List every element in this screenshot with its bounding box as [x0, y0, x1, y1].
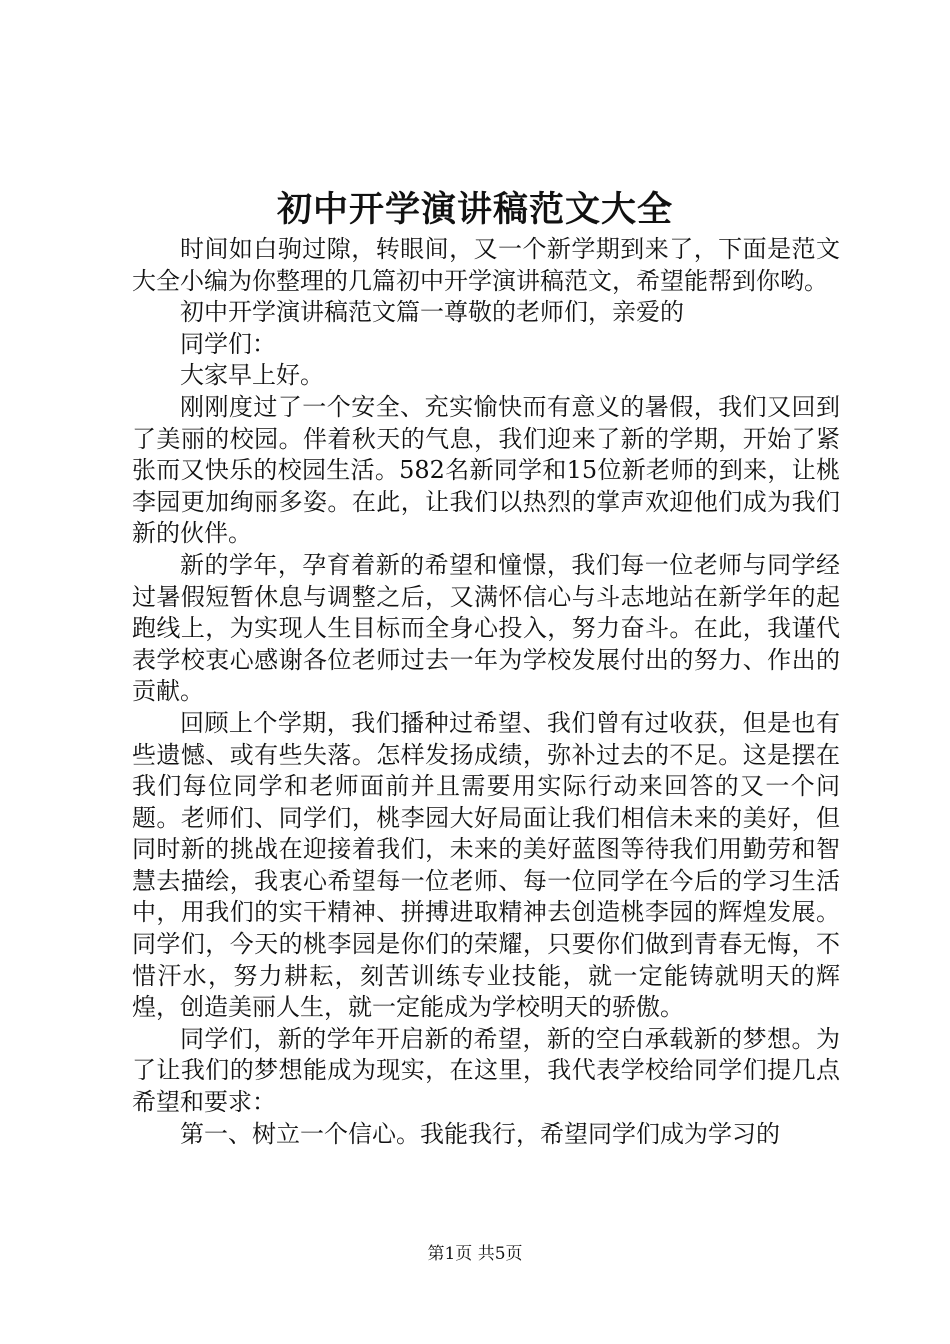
paragraph: 同学们：	[180, 329, 276, 358]
page-footer: 第1页 共5页	[427, 1244, 523, 1264]
paragraph: 时间如白驹过隙，转眼间，又一个新学期到来了，下面是范文大全小编为你整理的几篇初中开学演讲稿范文，希望能帮到你哟。	[132, 235, 840, 295]
paragraph: 新的学年，孕育着新的希望和憧憬，我们每一位老师与同学经过暑假短暂休息与调整之后，又满怀信心与斗志地站在新学年的起跑线上，为实现人生目标而全身心投入，努力奋斗。在此，我谨代表学校衷心感谢各位老师过去一年为学校发展付出的努力、作出的贡献。	[132, 550, 840, 706]
document-body	[132, 234, 840, 1150]
paragraph: 同学们，新的学年开启新的希望，新的空白承载新的梦想。为了让我们的梦想能成为现实，在这里，我代表学校给同学们提几点希望和要求：	[132, 1024, 840, 1117]
paragraph: 初中开学演讲稿范文篇一尊敬的老师们，亲爱的	[180, 298, 684, 327]
paragraph: 刚刚度过了一个安全、充实愉快而有意义的暑假，我们又回到了美丽的校园。伴着秋天的气息，我们迎来了新的学期，开始了紧张而又快乐的校园生活。582名新同学和15位新老师的到来，让桃李园更加绚丽多姿。在此，让我们以热烈的掌声欢迎他们成为我们新的伙伴。	[132, 392, 840, 548]
paragraph: 第一、树立一个信心。我能我行，希望同学们成为学习的	[180, 1119, 780, 1148]
paragraph: 大家早上好。	[180, 361, 324, 390]
document-title: 初中开学演讲稿范文大全	[276, 189, 673, 230]
paragraph: 回顾上个学期，我们播种过希望、我们曾有过收获，但是也有些遗憾、或有些失落。怎样发扬成绩，弥补过去的不足。这是摆在我们每位同学和老师面前并且需要用实际行动来回答的又一个问题。老师们、同学们，桃李园大好局面让我们相信未来的美好，但同时新的挑战在迎接着我们，未来的美好蓝图等待我们用勤劳和智慧去描绘，我衷心希望每一位老师、每一位同学在今后的学习生活中，用我们的实干精神、拼搏进取精神去创造桃李园的辉煌发展。同学们，今天的桃李园是你们的荣耀，只要你们做到青春无悔，不惜汗水，努力耕耘，刻苦训练专业技能，就一定能铸就明天的辉煌，创造美丽人生，就一定能成为学校明天的骄傲。	[132, 708, 840, 1022]
